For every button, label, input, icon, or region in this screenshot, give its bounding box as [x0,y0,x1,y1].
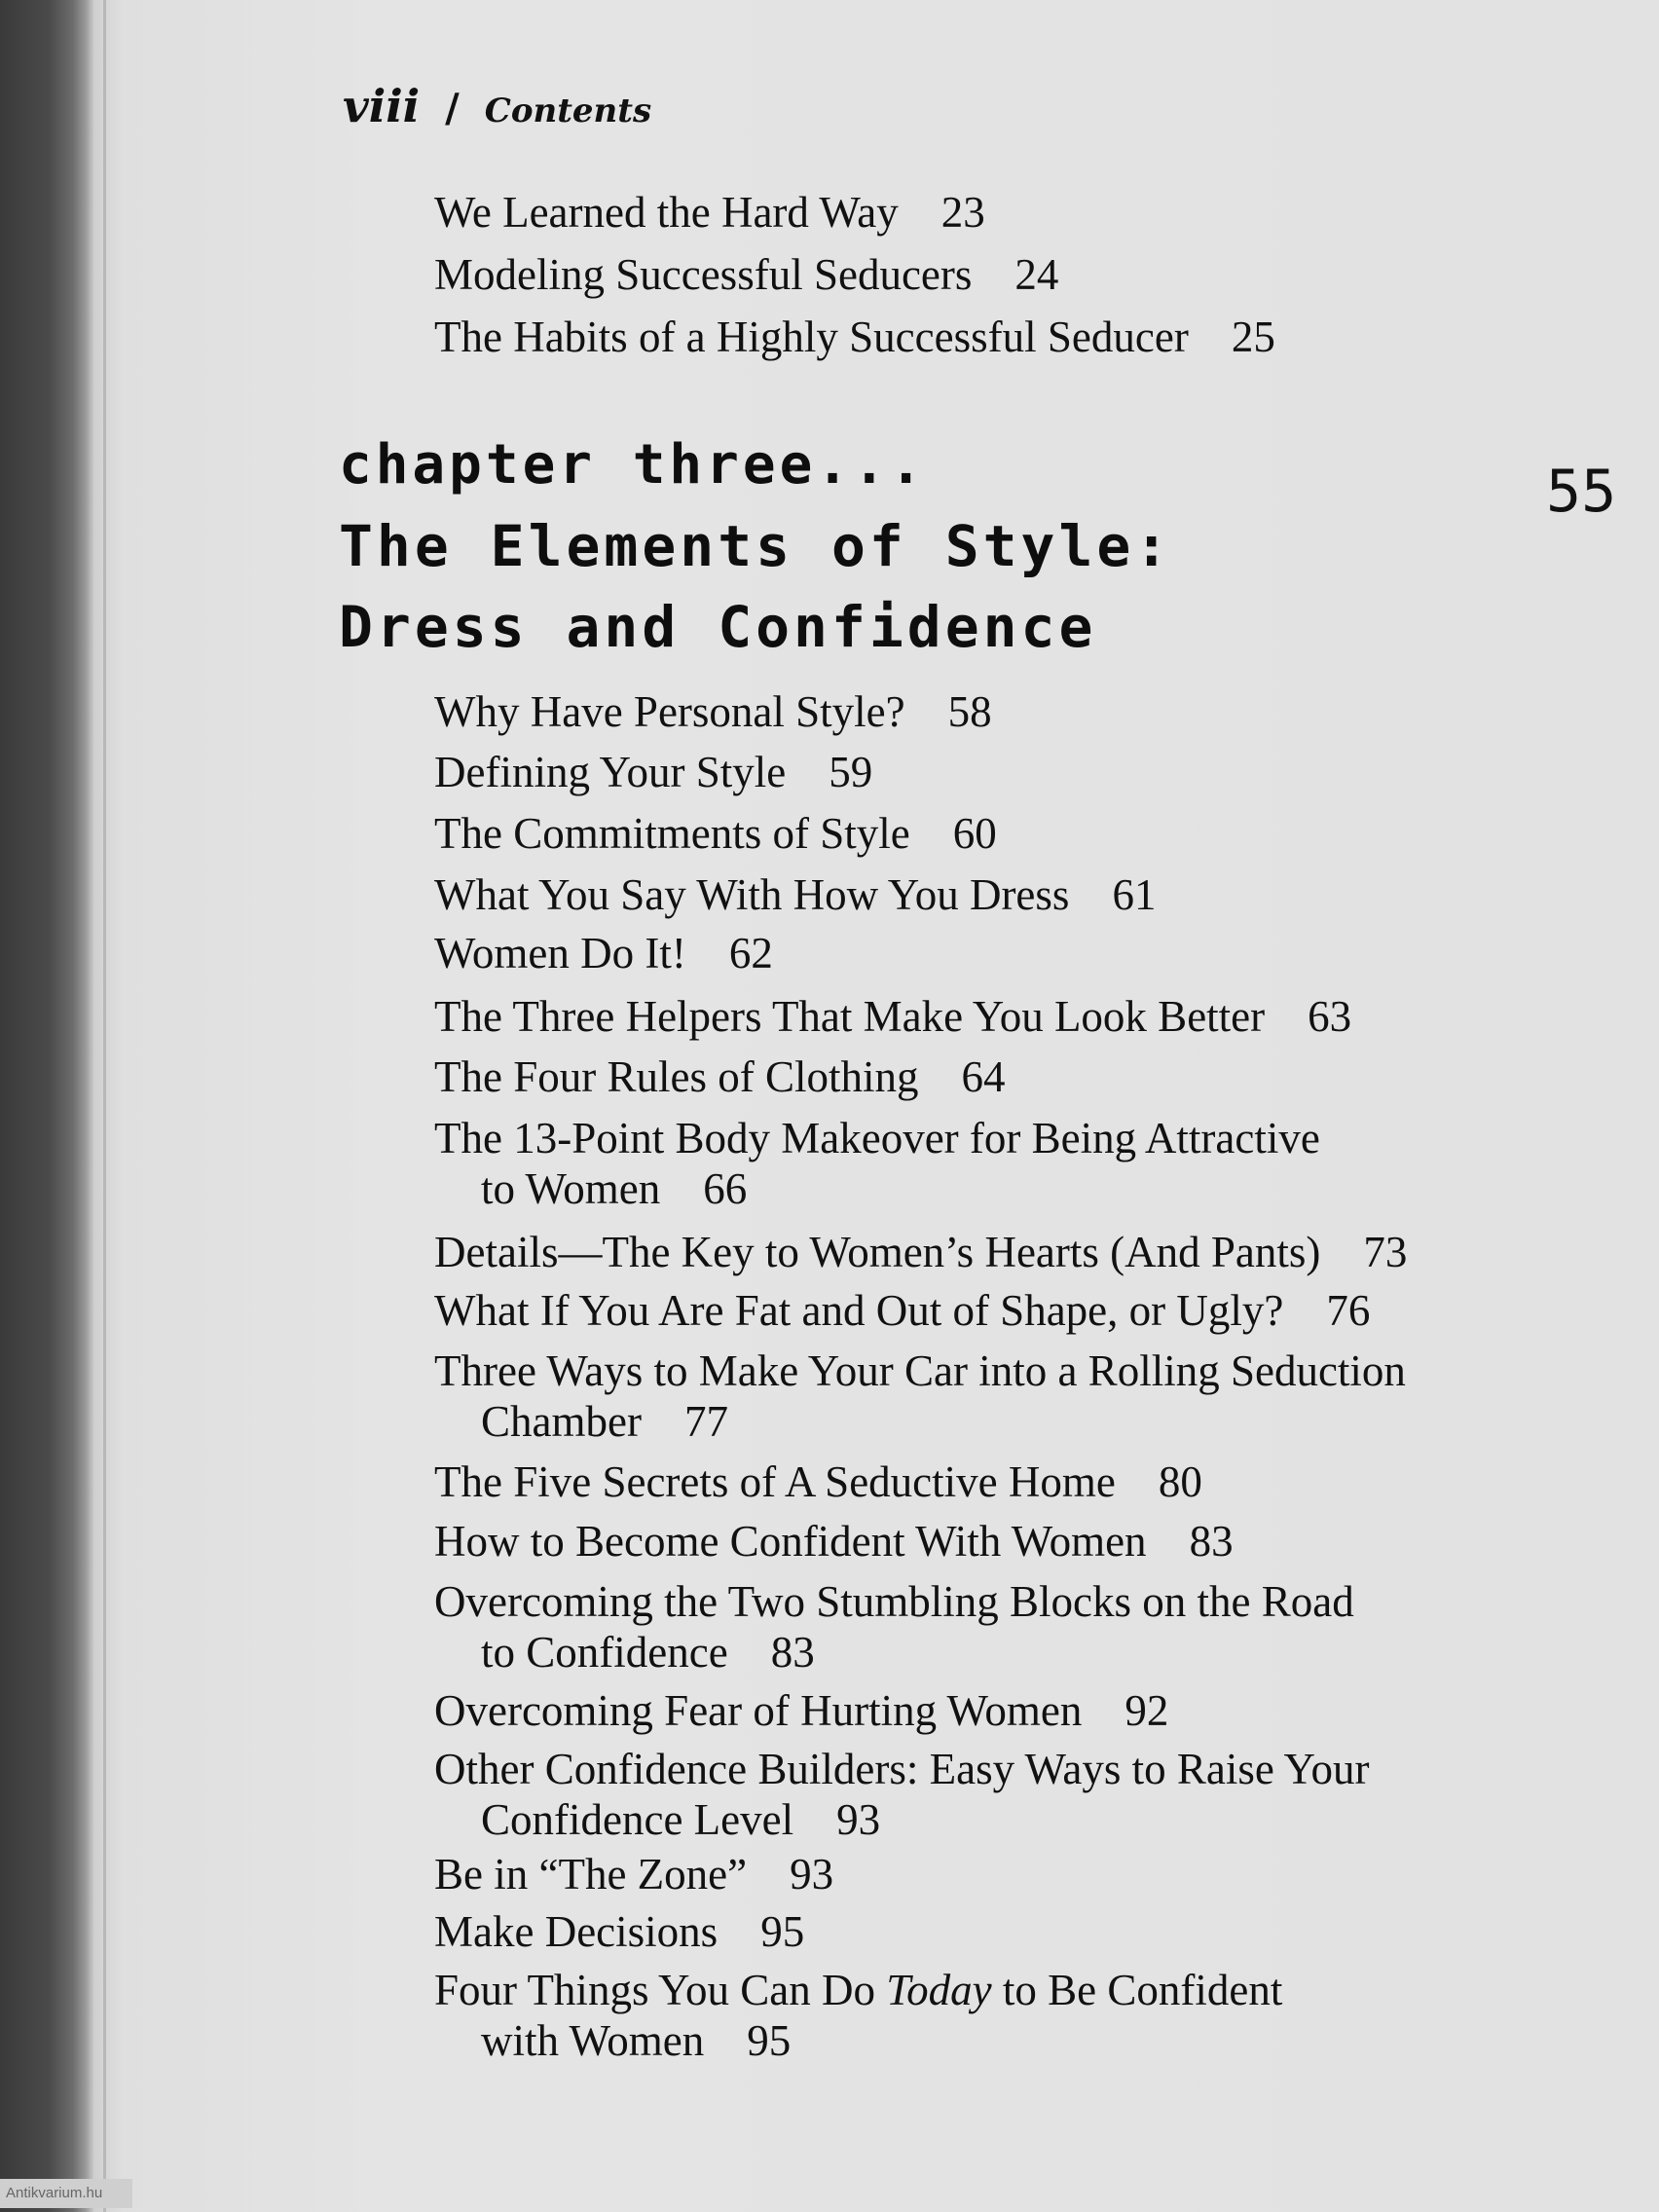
entry-title: Overcoming Fear of Hurting Women [434,1686,1083,1735]
chapter-page-number: 55 [1546,458,1617,526]
chapter-title-line1: The Elements of Style: [339,513,1173,579]
entry-page: 80 [1158,1457,1202,1506]
toc-entry [434,312,1275,362]
entry-page: 83 [770,1628,815,1677]
toc-entry [434,1744,1369,1845]
toc-entry [434,1685,1168,1736]
entry-page: 76 [1326,1286,1371,1335]
toc-entry [434,1456,1202,1507]
toc-entry [434,1113,1320,1214]
toc-entry [434,928,773,978]
entry-continuation [434,1163,1320,1214]
entry-continuation [434,1627,1354,1677]
toc-entry [434,1227,1407,1277]
page-number: viii [343,80,421,132]
entry-page: 64 [961,1052,1006,1101]
entry-title-emphasis: Today [886,1966,992,2014]
entry-page: 83 [1189,1517,1234,1566]
entry-title: The Commitments of Style [434,809,910,858]
entry-title: Defining Your Style [434,748,787,796]
entry-continuation [434,1794,1369,1845]
toc-entry [434,1965,1282,2066]
book-spine-shadow [0,0,93,2212]
toc-entry [434,1576,1354,1677]
entry-title-end: to Be Confident [991,1966,1283,2014]
entry-title: What You Say With How You Dress [434,870,1070,919]
entry-page: 59 [829,748,873,796]
entry-page: 25 [1231,313,1275,361]
chapter-label: chapter three... [339,433,927,497]
watermark: Antikvarium.hu [0,2179,132,2208]
entry-title-start: Four Things You Can Do [434,1966,887,2014]
toc-entry [434,1051,1005,1102]
entry-title: What If You Are Fat and Out of Shape, or Ugly? [434,1286,1284,1335]
entry-page: 93 [790,1850,834,1899]
toc-entry [434,1516,1234,1567]
entry-page: 66 [703,1164,748,1213]
entry-title: The Four Rules of Clothing [434,1052,919,1101]
entry-title: Other Confidence Builders: Easy Ways to Raise Your [434,1745,1370,1793]
entry-continuation [434,1396,1406,1447]
toc-entry [434,187,985,238]
entry-title: The Habits of a Highly Successful Seducer [434,313,1189,361]
entry-cont-text: with Women [481,2016,705,2065]
entry-title: How to Become Confident With Women [434,1517,1147,1566]
entry-page: 93 [836,1795,881,1844]
entry-page: 60 [952,809,997,858]
entry-title: Women Do It! [434,929,686,977]
entry-title: Why Have Personal Style? [434,687,905,736]
toc-entry [434,1285,1370,1336]
entry-page: 63 [1308,992,1352,1041]
entry-cont-text: Confidence Level [481,1795,794,1844]
entry-title: Details—The Key to Women’s Hearts (And Pants) [434,1228,1321,1276]
running-head-label: Contents [484,92,652,130]
entry-cont-text: Chamber [481,1397,642,1446]
chapter-title-line2: Dress and Confidence [339,594,1097,660]
entry-title: Be in “The Zone” [434,1850,748,1899]
entry-page: 92 [1124,1686,1169,1735]
toc-entry [434,1849,833,1899]
entry-page: 23 [940,188,985,237]
entry-title: We Learned the Hard Way [434,188,899,237]
toc-entry [434,747,872,797]
entry-page: 61 [1112,870,1157,919]
entry-page: 77 [683,1397,728,1446]
toc-entry [434,1906,804,1957]
entry-cont-text: to Confidence [481,1628,728,1677]
entry-title: The 13-Point Body Makeover for Being Attractive [434,1114,1320,1162]
toc-entry [434,991,1351,1042]
entry-title: Three Ways to Make Your Car into a Rolling Seduction [434,1346,1406,1395]
entry-page: 62 [728,929,773,977]
entry-page: 73 [1363,1228,1408,1276]
entry-page: 95 [760,1907,805,1956]
entry-page: 95 [747,2016,792,2065]
entry-title: The Five Secrets of A Seductive Home [434,1457,1116,1506]
running-head-separator: / [445,86,460,131]
toc-entry [434,808,997,859]
entry-title: Make Decisions [434,1907,719,1956]
entry-title: The Three Helpers That Make You Look Better [434,992,1266,1041]
entry-cont-text: to Women [481,1164,661,1213]
running-head [343,80,651,132]
toc-entry [434,686,992,737]
toc-entry [434,869,1156,920]
entry-continuation [434,2015,1282,2066]
entry-title: Overcoming the Two Stumbling Blocks on the Road [434,1577,1354,1626]
entry-title: Modeling Successful Seducers [434,250,973,299]
toc-entry [434,249,1058,300]
toc-entry [434,1346,1406,1447]
entry-page: 24 [1014,250,1059,299]
entry-page: 58 [947,687,992,736]
page-fold [103,0,106,2212]
